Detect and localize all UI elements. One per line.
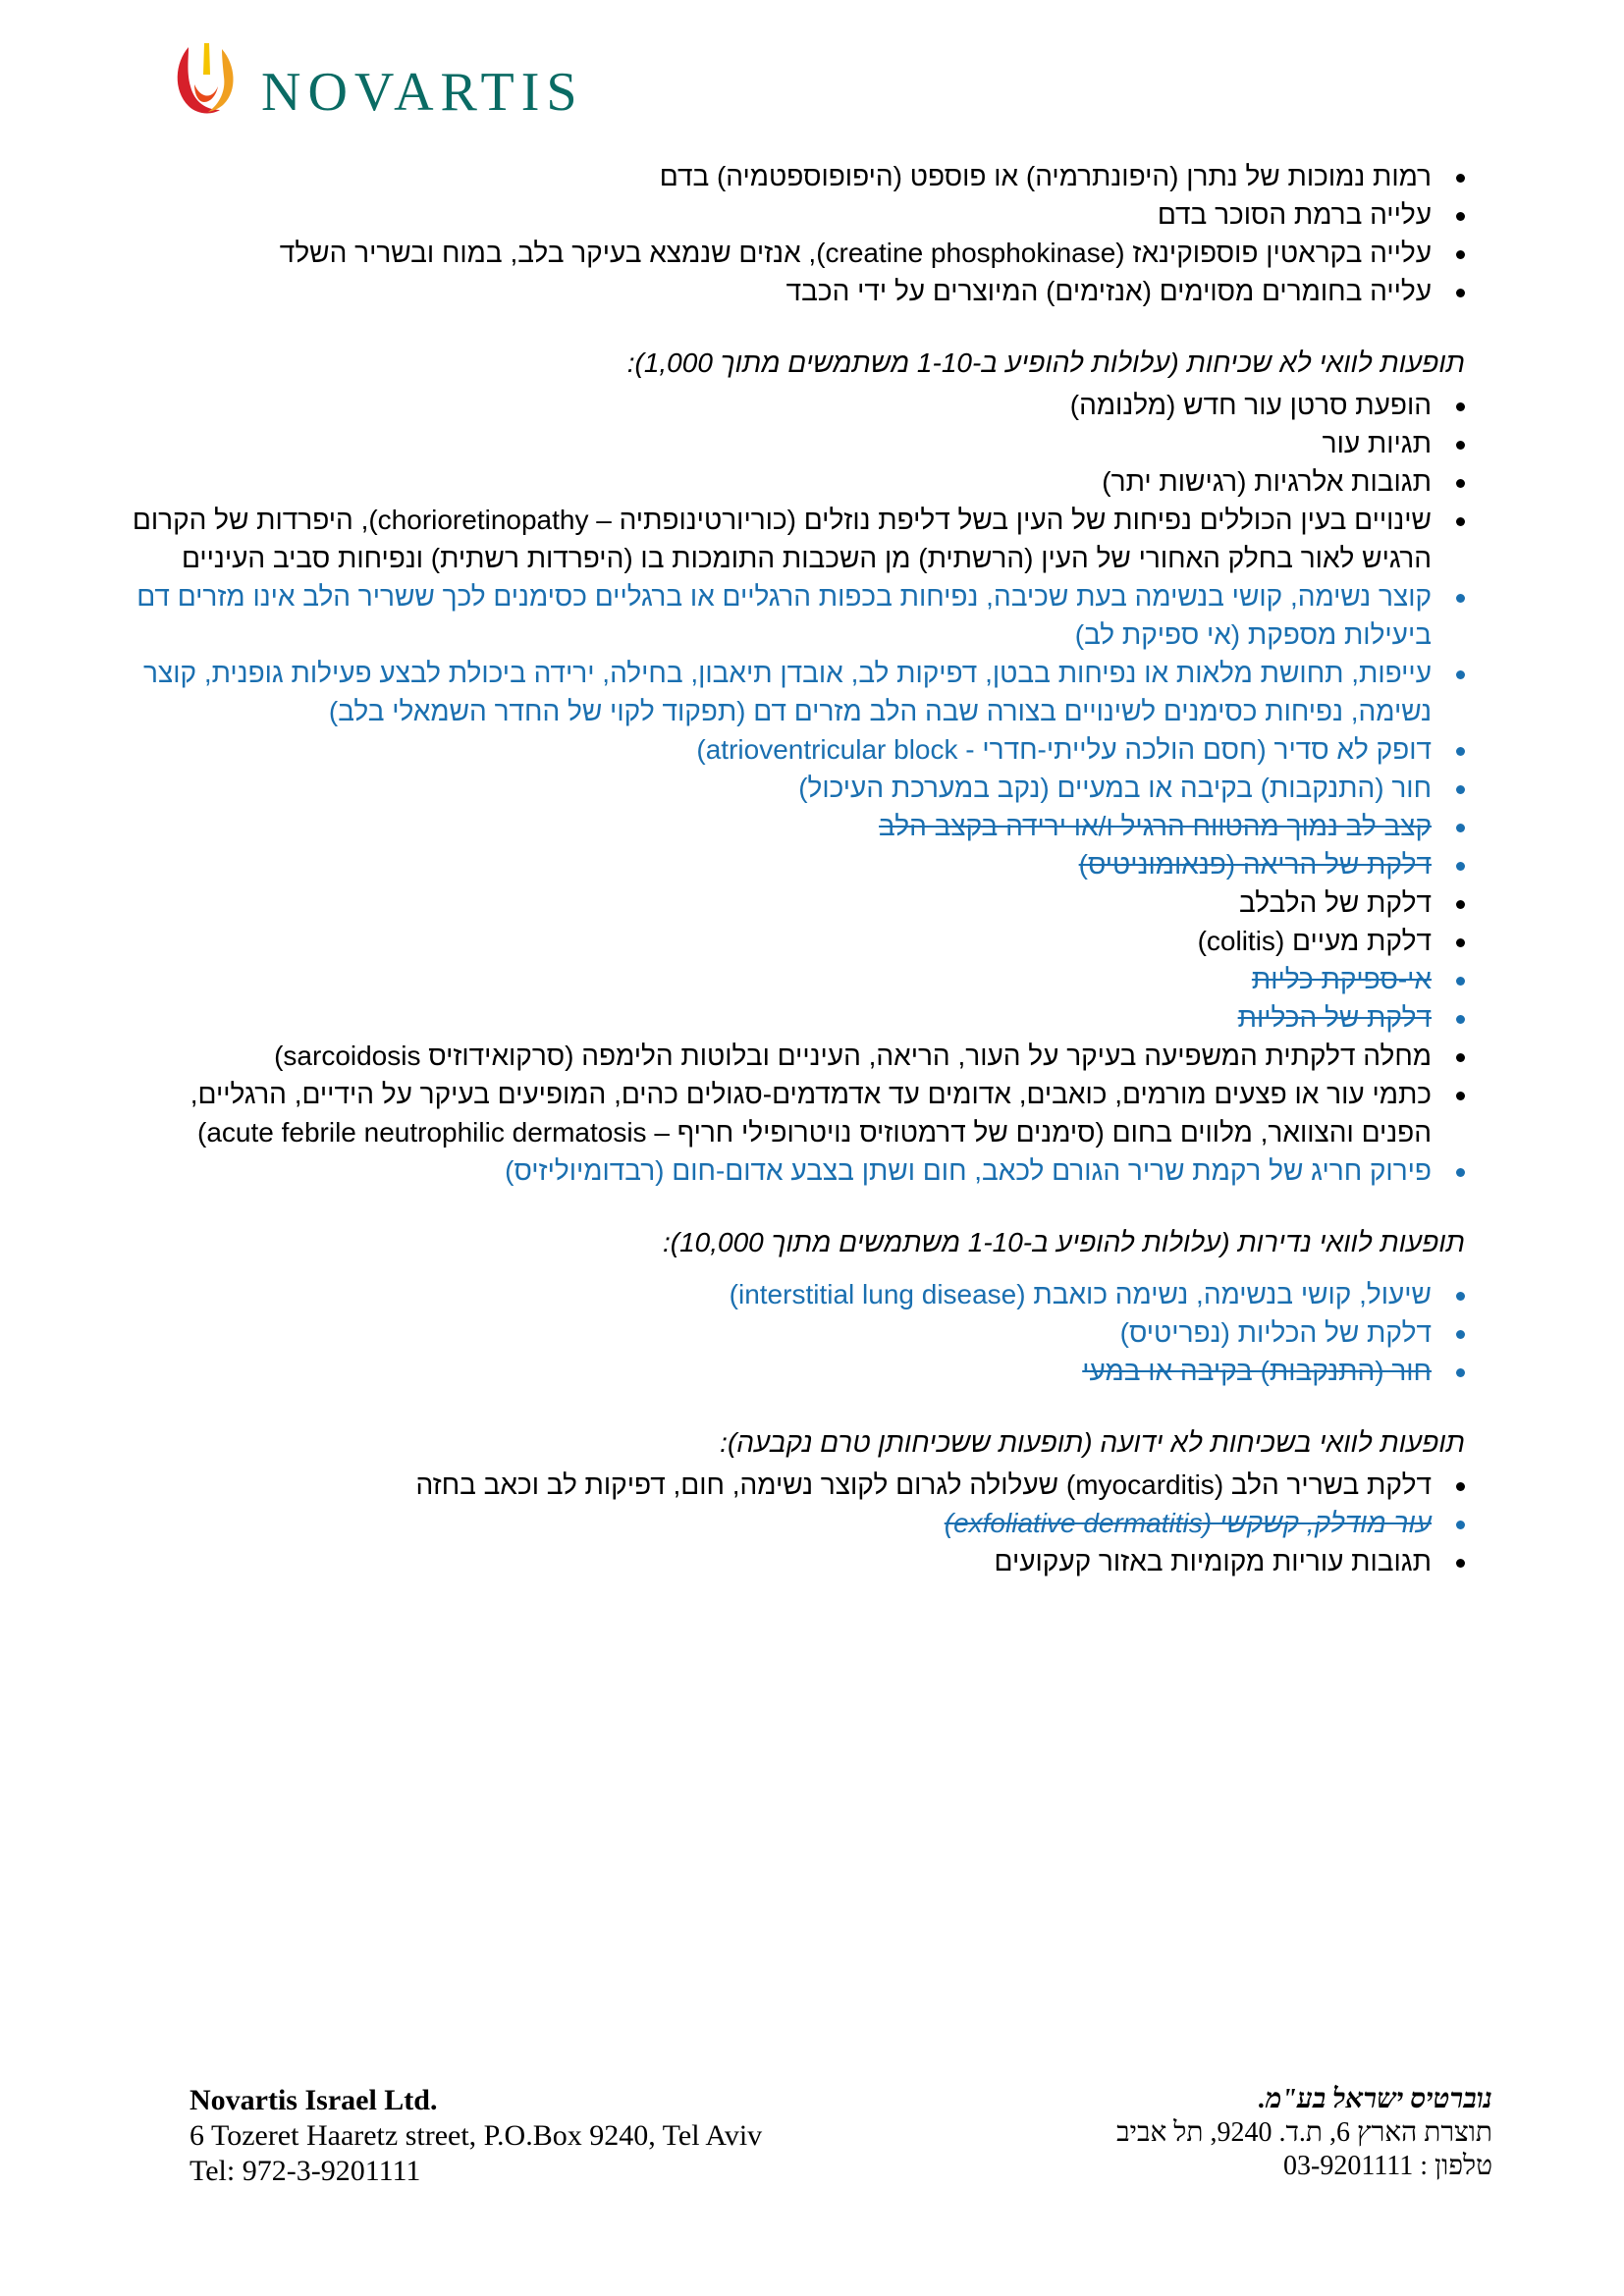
list-item-revised: דלקת של הכליות (נפריטיס) [118,1313,1465,1352]
list-item: תגובות אלרגיות (רגישות יתר) [118,462,1465,501]
section-heading-rare: תופעות לוואי נדירות (עלולות להופיע ב-1-10 משתמשים מתוך 10,000): [662,1227,1465,1257]
novartis-logo [167,41,584,123]
list-item-deleted: דלקת של הכליות [118,998,1465,1037]
list-item-deleted: חור (התנקבות) בקיבה או במעי [118,1352,1465,1390]
list-item-deleted: קצב לב נמוך מהטווח הרגיל ו/או ירידה בקצב הלב [118,807,1465,845]
list-item-revised: דופק לא סדיר (חסם הולכה עלייתי-חדרי - atrioventricular block) [118,730,1465,769]
list-item: שינויים בעין הכוללים נפיחות של העין בשל דליפת נוזלים (כוריורטינופתיה – chorioretinopathy), היפרדות של הקרום הרגיש לאור בחלק האחורי של העין (הרשתית) מן השכבות התומכות בו (היפרדות רשתית) ונפיחות סביב העיניים [118,501,1465,577]
footer-english [189,2083,762,2189]
list-item-revised: חור (התנקבות) בקיבה או במעיים (נקב במערכת העיכול) [118,769,1465,807]
footer-company-en: Novartis Israel Ltd. [189,2084,438,2116]
footer-phone-he: טלפון : 03-9201111 [1283,2151,1492,2181]
list-item-deleted: אי-ספיקת כליות [118,960,1465,998]
unknown-list [118,1466,1465,1580]
list-item: דלקת בשריר הלב (myocarditis) שעלולה לגרום לקוצר נשימה, חום, דפיקות לב וכאב בחזה [118,1466,1465,1504]
footer-address-he: תוצרת הארץ 6, ת.ד. 9240, תל אביב [1116,2117,1492,2148]
list-item-deleted: עור מודלק, קשקשי (exfoliative dermatitis) [118,1504,1465,1542]
section-heading-uncommon: תופעות לוואי לא שכיחות (עלולות להופיע ב-1-10 משתמשים מתוך 1,000): [626,347,1465,378]
list-item: מחלה דלקתית המשפיעה בעיקר על העור, הריאה, העיניים ובלוטות הלימפה (סרקואידוזיס sarcoidosis) [118,1037,1465,1075]
list-item: דלקת מעיים (colitis) [118,922,1465,960]
rare-list [118,1275,1465,1390]
uncommon-list [118,386,1465,1190]
list-item-revised: פירוק חריג של רקמת שריר הגורם לכאב, חום ושתן בצבע אדום-חום (רבדומיוליזיס) [118,1151,1465,1190]
list-item-revised: עייפות, תחושת מלאות או נפיחות בבטן, דפיקות לב, אובדן תיאבון, בחילה, ירידה ביכולת לבצע פעילות גופנית, קוצר נשימה, נפיחות כסימנים לשינויים בצורה שבה הלב מזרים דם (תפקוד לקוי של החדר השמאלי בלב) [118,654,1465,730]
footer-address-en: 6 Tozeret Haaretz street, P.O.Box 9240, Tel Aviv [189,2119,763,2152]
list-item: עלייה בקראטין פוספוקינאז (creatine phosphokinase), אנזים שנמצא בעיקר בלב, במוח ובשריר השלד [118,234,1465,272]
list-item: דלקת של הלבלב [118,883,1465,922]
brand-name: NOVARTIS [261,62,584,123]
list-item: עלייה בחומרים מסוימים (אנזימים) המיוצרים על ידי הכבד [118,272,1465,310]
list-item: רמות נמוכות של נתרן (היפונתרמיה) או פוספט (היפופוספטמיה) בדם [118,157,1465,195]
list-item: תגובות עוריות מקומיות באזור קעקועים [118,1542,1465,1580]
list-item: הופעת סרטן עור חדש (מלנומה) [118,386,1465,424]
novartis-flame-logo-icon [167,41,245,120]
footer-hebrew [1116,2083,1492,2183]
list-item: תגיות עור [118,424,1465,462]
list-item-revised: קוצר נשימה, קושי בנשימה בעת שכיבה, נפיחות בכפות הרגליים או ברגליים כסימנים לכך ששריר הלב אינו מזרים דם ביעילות מספקת (אי ספיקת לב) [118,577,1465,654]
section-heading-unknown: תופעות לוואי בשכיחות לא ידועה (תופעות ששכיחותן טרם נקבעה): [720,1427,1465,1458]
list-item: עלייה ברמת הסוכר בדם [118,195,1465,234]
document-body [118,157,1465,1580]
footer-phone-en: Tel: 972-3-9201111 [189,2155,421,2187]
intro-list [118,157,1465,310]
list-item: כתמי עור או פצעים מורמים, כואבים, אדומים עד אדמדמים-סגולים כהים, המופיעים בעיקר על הידיים, הרגליים, הפנים והצוואר, מלווים בחום (סימנים של דרמטוזיס נויטרופילי חריף – acute febrile neutrophilic dermatosis) [118,1075,1465,1151]
footer-company-he: נוברטיס ישראל בע"מ. [1258,2084,1492,2114]
list-item-deleted: דלקת של הריאה (פנאומוניטיס) [118,845,1465,883]
list-item-revised: שיעול, קושי בנשימה, נשימה כואבת (interstitial lung disease) [118,1275,1465,1313]
